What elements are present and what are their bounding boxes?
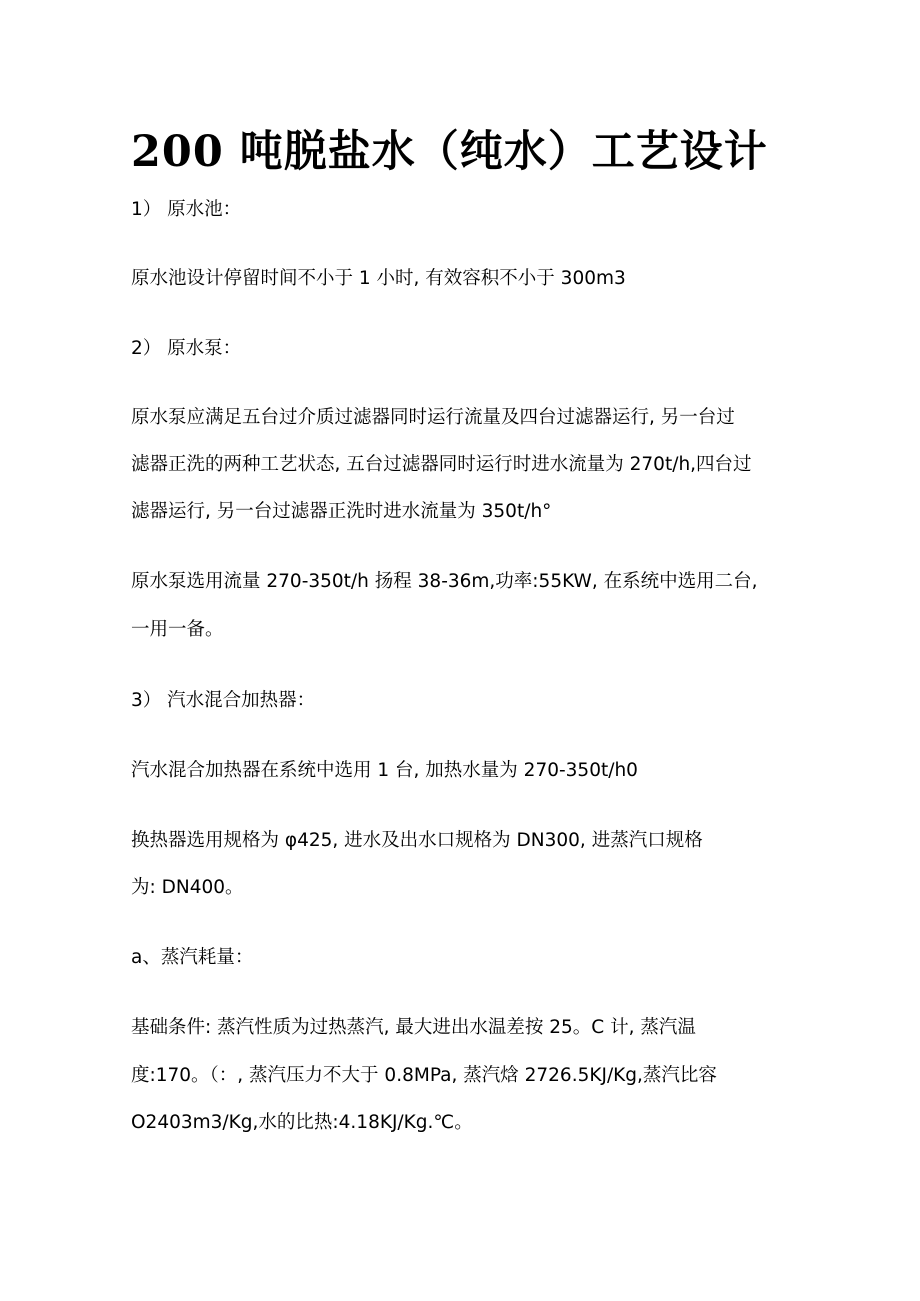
- paragraph-line: 原水池设计停留时间不小于 1 小时, 有效容积不小于 300m3: [131, 268, 626, 289]
- paragraph-line: 原水泵应满足五台过介质过滤器同时运行流量及四台过滤器运行, 另一台过: [131, 407, 735, 428]
- paragraph-line: 为: DN400。: [131, 877, 244, 898]
- section-heading-steam-consumption: a、蒸汽耗量：: [131, 947, 254, 968]
- paragraph-line: 汽水混合加热器在系统中选用 1 台, 加热水量为 270-350t/h0: [131, 760, 638, 781]
- paragraph-line: 度:170。（：, 蒸汽压力不大于 0.8MPa, 蒸汽焓 2726.5KJ/Kg,蒸汽比容: [131, 1065, 717, 1086]
- paragraph-line: 滤器正洗的两种工艺状态, 五台过滤器同时运行时进水流量为 270t/h,四台过: [131, 454, 752, 475]
- paragraph-line: 换热器选用规格为 φ425, 进水及出水口规格为 DN300, 进蒸汽口规格: [131, 830, 703, 851]
- paragraph-line: 基础条件: 蒸汽性质为过热蒸汽, 最大进出水温差按 25。C 计, 蒸汽温: [131, 1017, 696, 1038]
- paragraph-line: O2403m3/Kg,水的比热:4.18KJ/Kg.℃。: [131, 1112, 473, 1133]
- section-heading-raw-water-pump: 2） 原水泵：: [131, 338, 242, 359]
- page-title: 200 吨脱盐水（纯水）工艺设计: [131, 127, 768, 177]
- section-heading-raw-water-pool: 1） 原水池：: [131, 199, 242, 220]
- paragraph-line: 滤器运行, 另一台过滤器正洗时进水流量为 350t/h°: [131, 501, 552, 522]
- section-heading-mixing-heater: 3） 汽水混合加热器：: [131, 690, 316, 711]
- paragraph-line: 原水泵选用流量 270-350t/h 扬程 38-36m,功率:55KW, 在系统中选用二台,: [131, 571, 758, 592]
- paragraph-line: 一用一备。: [131, 619, 224, 640]
